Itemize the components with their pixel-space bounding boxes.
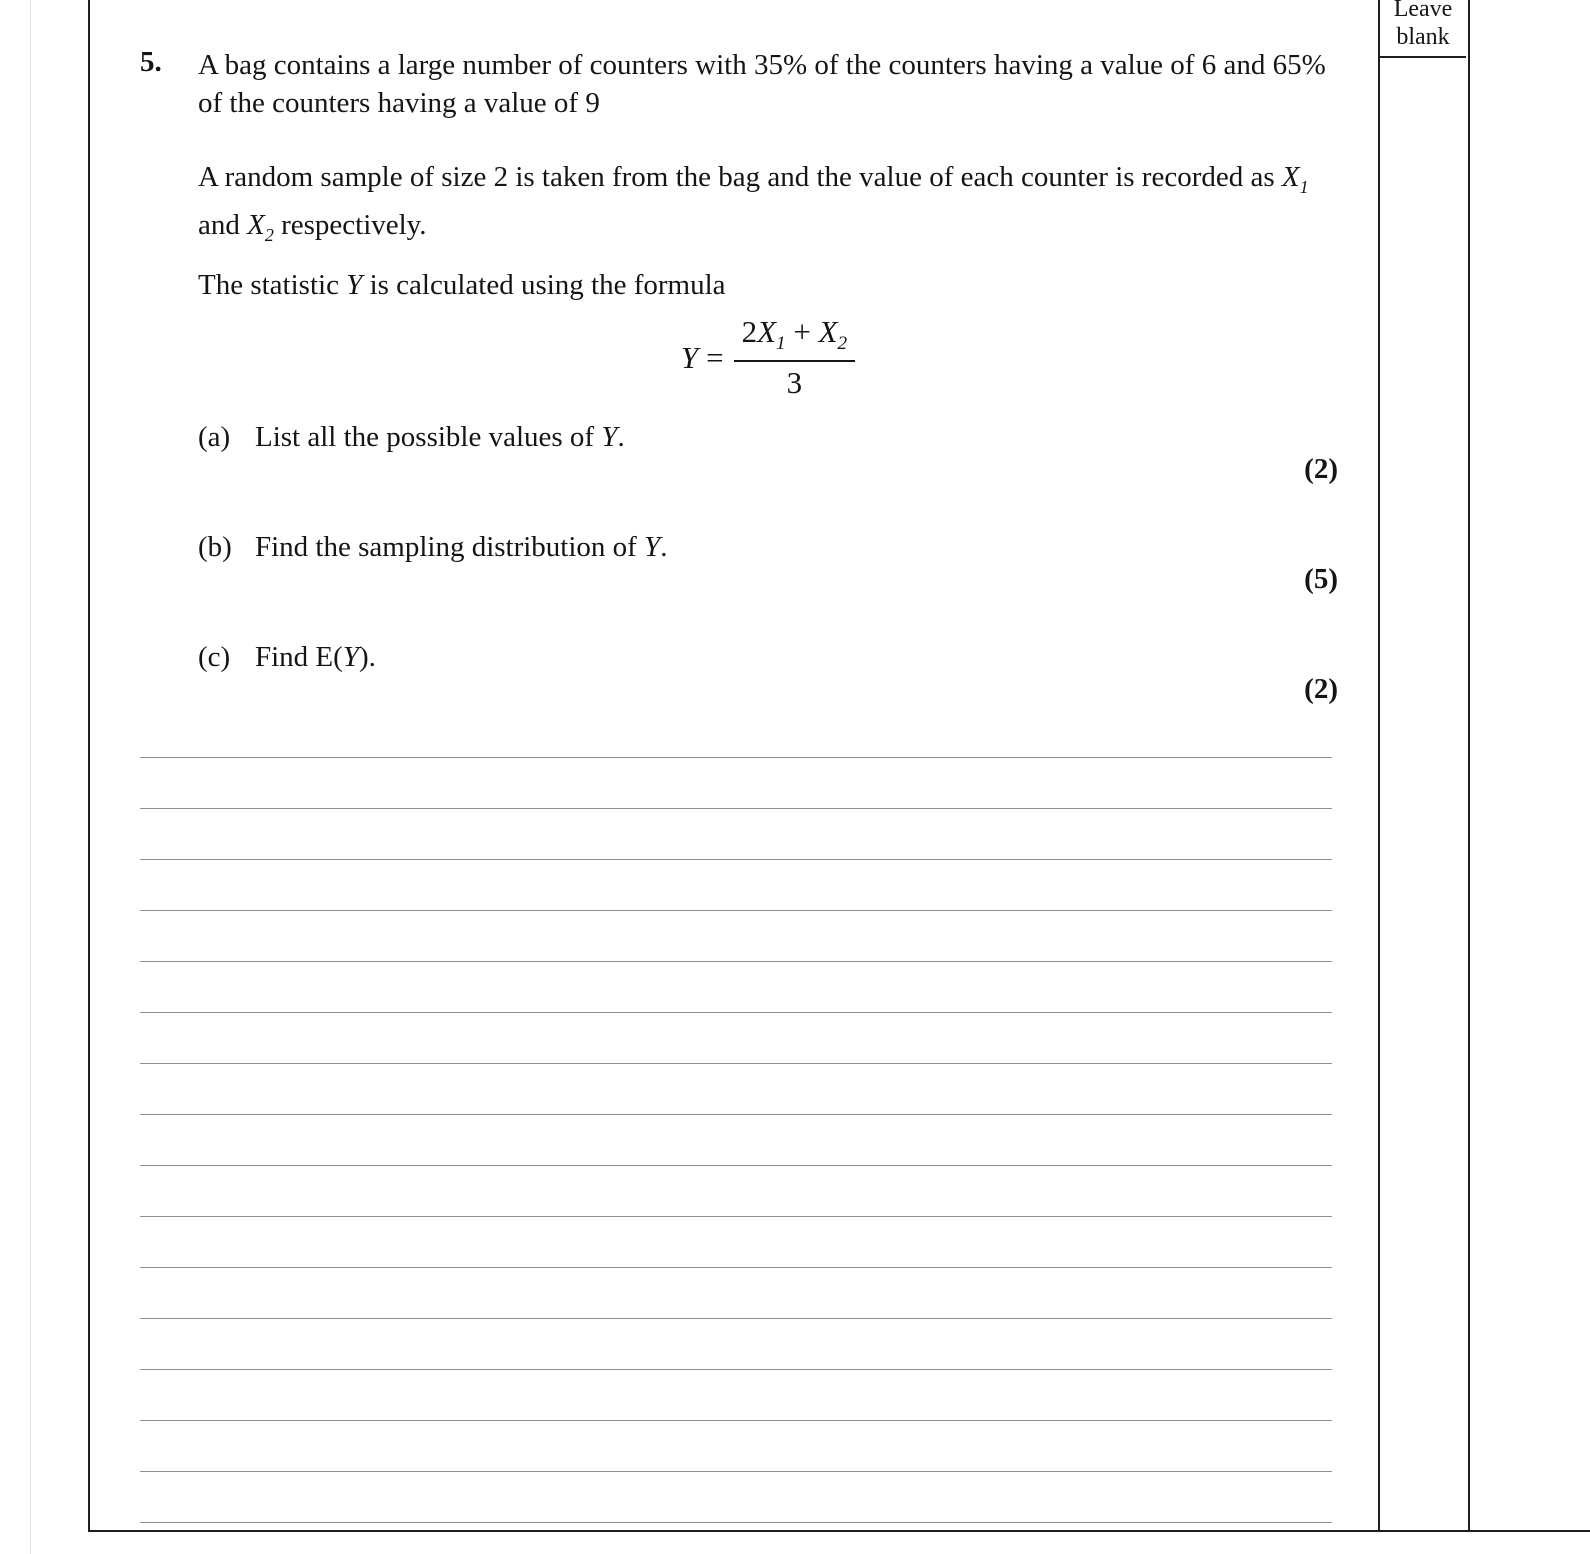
part-b-var-y: Y (644, 531, 661, 563)
part-a-text-after: . (617, 421, 625, 453)
numerator-x2-letter: X (818, 314, 838, 349)
part-a-label: (a) (198, 421, 231, 453)
numerator-x2 (818, 314, 848, 355)
equals-sign: = (706, 339, 724, 375)
plus-sign: + (785, 314, 819, 349)
para2-text-after: respectively. (273, 208, 427, 241)
part-a-text (255, 421, 625, 453)
part-a-var-y: Y (601, 421, 618, 453)
answer-line (140, 860, 1332, 911)
fraction-numerator (734, 314, 856, 362)
answer-lines (140, 707, 1332, 1523)
answer-line (140, 962, 1332, 1013)
numerator-x1-letter: X (757, 314, 777, 349)
part-b-text (255, 531, 667, 563)
para3-text-after: is calculated using the formula (362, 269, 726, 301)
question-paragraph-2 (198, 158, 1338, 254)
part-c-marks: (2) (1304, 673, 1338, 705)
leave-blank-line2: blank (1396, 24, 1450, 50)
answer-line (140, 1064, 1332, 1115)
para2-text-before: A random sample of size 2 is taken from the bag and the value of each counter is recorded as (198, 161, 1282, 193)
answer-line (140, 1115, 1332, 1166)
para2-text-mid: and (198, 208, 248, 241)
fraction-denominator: 3 (786, 365, 803, 401)
var-x1-letter: X (1281, 161, 1300, 193)
var-x1 (1281, 161, 1309, 197)
page-bottom-rule (88, 1530, 1590, 1532)
var-x2 (247, 208, 274, 245)
answer-line (140, 758, 1332, 809)
var-x2-subscript: 2 (264, 224, 274, 245)
part-b-text-after: . (660, 531, 668, 563)
part-a-text-before: List all the possible values of (255, 421, 602, 453)
answer-line (140, 707, 1332, 758)
leave-blank-label (1380, 0, 1466, 58)
answer-line (140, 1013, 1332, 1064)
answer-line (140, 809, 1332, 860)
var-x1-subscript: 1 (1299, 176, 1309, 197)
answer-line (140, 1166, 1332, 1217)
fraction (734, 314, 856, 401)
leave-blank-line1: Leave (1393, 0, 1453, 22)
para3-text-before: The statistic (198, 269, 347, 301)
part-b-marks: (5) (1304, 563, 1338, 595)
part-c (198, 638, 1338, 676)
numerator-x1 (757, 314, 786, 355)
answer-line (140, 1370, 1332, 1421)
numerator-x1-subscript: 1 (776, 333, 786, 355)
numerator-coefficient: 2 (741, 314, 758, 349)
formula-lhs: Y (680, 339, 699, 375)
part-b-text-before: Find the sampling distribution of (255, 531, 645, 563)
part-c-text-before: Find E( (255, 641, 343, 673)
answer-line (140, 1217, 1332, 1268)
answer-line (140, 911, 1332, 962)
question-number: 5. (140, 46, 162, 78)
right-column-inner-rule (1378, 0, 1380, 1532)
part-c-label: (c) (198, 641, 231, 673)
page-scan-edge (30, 0, 31, 1554)
part-c-var-y: Y (342, 641, 359, 673)
question-paragraph-3 (198, 266, 1338, 304)
part-c-text-after: ). (358, 641, 376, 673)
part-c-text (255, 641, 376, 673)
right-column-outer-rule (1468, 0, 1470, 1532)
answer-line (140, 1268, 1332, 1319)
question-paragraph-1: A bag contains a large number of counters with 35% of the counters having a value of 6 and 65% of the counters having a value of 9 (198, 49, 1326, 119)
answer-line (140, 1472, 1332, 1523)
var-y: Y (346, 269, 363, 301)
part-a-marks: (2) (1304, 453, 1338, 485)
part-b-label: (b) (198, 531, 232, 563)
formula (198, 314, 1338, 401)
part-a (198, 418, 1338, 456)
answer-line (140, 1319, 1332, 1370)
var-x2-letter: X (247, 208, 265, 241)
part-b (198, 528, 1338, 566)
left-margin-rule (88, 0, 90, 1532)
answer-line (140, 1421, 1332, 1472)
numerator-x2-subscript: 2 (837, 333, 848, 355)
